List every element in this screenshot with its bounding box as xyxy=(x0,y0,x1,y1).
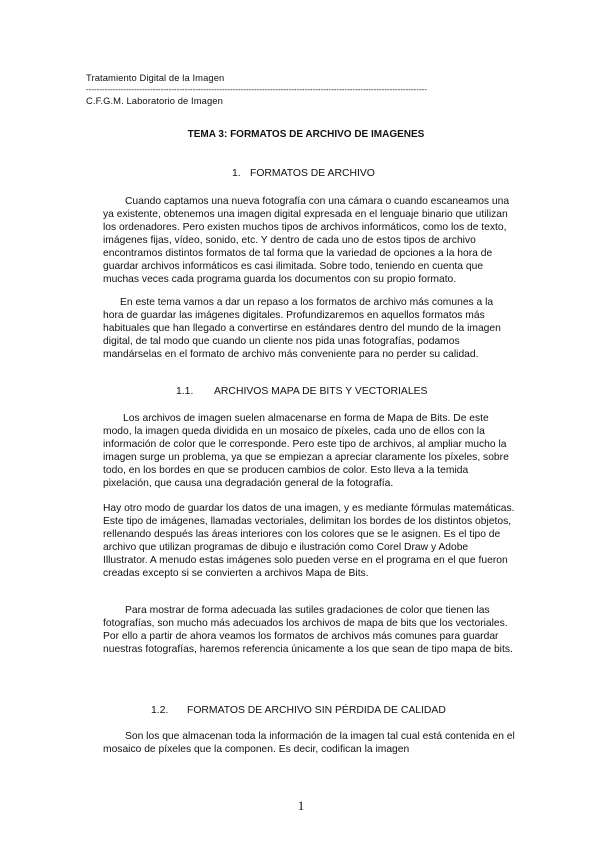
paragraph: En este tema vamos a dar un repaso a los formatos de archivo más comunes a la hora de guardar las imágenes digitales. Profundizaremos en aquellos formatos más habituales que han llegado a convertirse en estándares dentro del mundo de la imagen digital, de tal modo que cuando un cliente nos pida unas fotografías, podamos mandárselas en el formato de archivo más conveniente para no perder su calidad. xyxy=(103,297,501,360)
paragraph: Hay otro modo de guardar los datos de una imagen, y es mediante fórmulas matemáticas. Este tipo de imágenes, llamadas vectoriales, delimitan los bordes de los distintos objetos, rellenando después las áreas interiores con los colores que se le asignen. Es el tipo de archivo que utilizan programas de dibujo e ilustración como Corel Draw y Adobe Illustrator. A menudo estas imágenes solo pueden verse en el programa en el que fueron creadas excepto si se convierten a archivos Mapa de Bits. xyxy=(103,503,515,579)
header-title: Tratamiento Digital de la Imagen xyxy=(86,72,225,83)
page-number: 1 xyxy=(297,798,305,813)
section-heading-1-2 xyxy=(151,705,446,717)
section-heading-1-1 xyxy=(176,386,427,398)
paragraph: Son los que almacenan toda la información de la imagen tal cual está contenida en el mosaico de píxeles que la componen. Es decir, codifican la imagen xyxy=(103,731,515,755)
document-title: TEMA 3: FORMATOS DE ARCHIVO DE IMAGENES xyxy=(187,129,425,140)
section-number: 1.1. xyxy=(176,386,194,397)
section-heading-1 xyxy=(232,168,375,180)
section-title: FORMATOS DE ARCHIVO xyxy=(250,168,375,179)
section-number: 1.2. xyxy=(151,705,169,716)
paragraph: Los archivos de imagen suelen almacenarse en forma de Mapa de Bits. De este modo, la imagen queda dividida en un mosaico de píxeles, cada uno de ellos con la información de color que le corresponde. Pero este tipo de archivos, al ampliar mucho la imagen surge un problema, ya que se empiezan a apreciar claramente los píxeles, sobre todo, en los bordes en que se producen cambios de color. Esto lleva a la temida pixelación, que causa una degradación general de la fotografía. xyxy=(103,413,509,489)
paragraph: Para mostrar de forma adecuada las sutiles gradaciones de color que tienen las fotografías, son mucho más adecuados los archivos de mapa de bits que los vectoriales. Por ello a partir de ahora veamos los formatos de archivos más comunes para guardar nuestras fotografías, haremos referencia únicamente a los que sean de tipo mapa de bits. xyxy=(103,605,513,655)
header-rule: -------------------------------------------------------------------------------------------------------------------------------- xyxy=(86,85,427,94)
section-title: ARCHIVOS MAPA DE BITS Y VECTORIALES xyxy=(214,386,428,397)
section-title: FORMATOS DE ARCHIVO SIN PÉRDIDA DE CALIDAD xyxy=(187,705,446,716)
section-number: 1. xyxy=(232,168,241,179)
header-lab: C.F.G.M. Laboratorio de Imagen xyxy=(86,95,223,106)
paragraph: Cuando captamos una nueva fotografía con una cámara o cuando escaneamos una ya existente, obtenemos una imagen digital expresada en el lenguaje binario que utilizan los ordenadores. Pero existen muchos tipos de archivos informáticos, como los de texto, imágenes fijas, vídeo, sonido, etc. Y dentro de cada uno de estos tipos de archivo encontramos distintos formatos de tal forma que la variedad de opciones a la hora de guardar archivos informáticos es casi ilimitada. Sobre todo, teniendo en cuenta que muchas veces cada programa guarda los documentos con su propio formato. xyxy=(103,196,510,285)
